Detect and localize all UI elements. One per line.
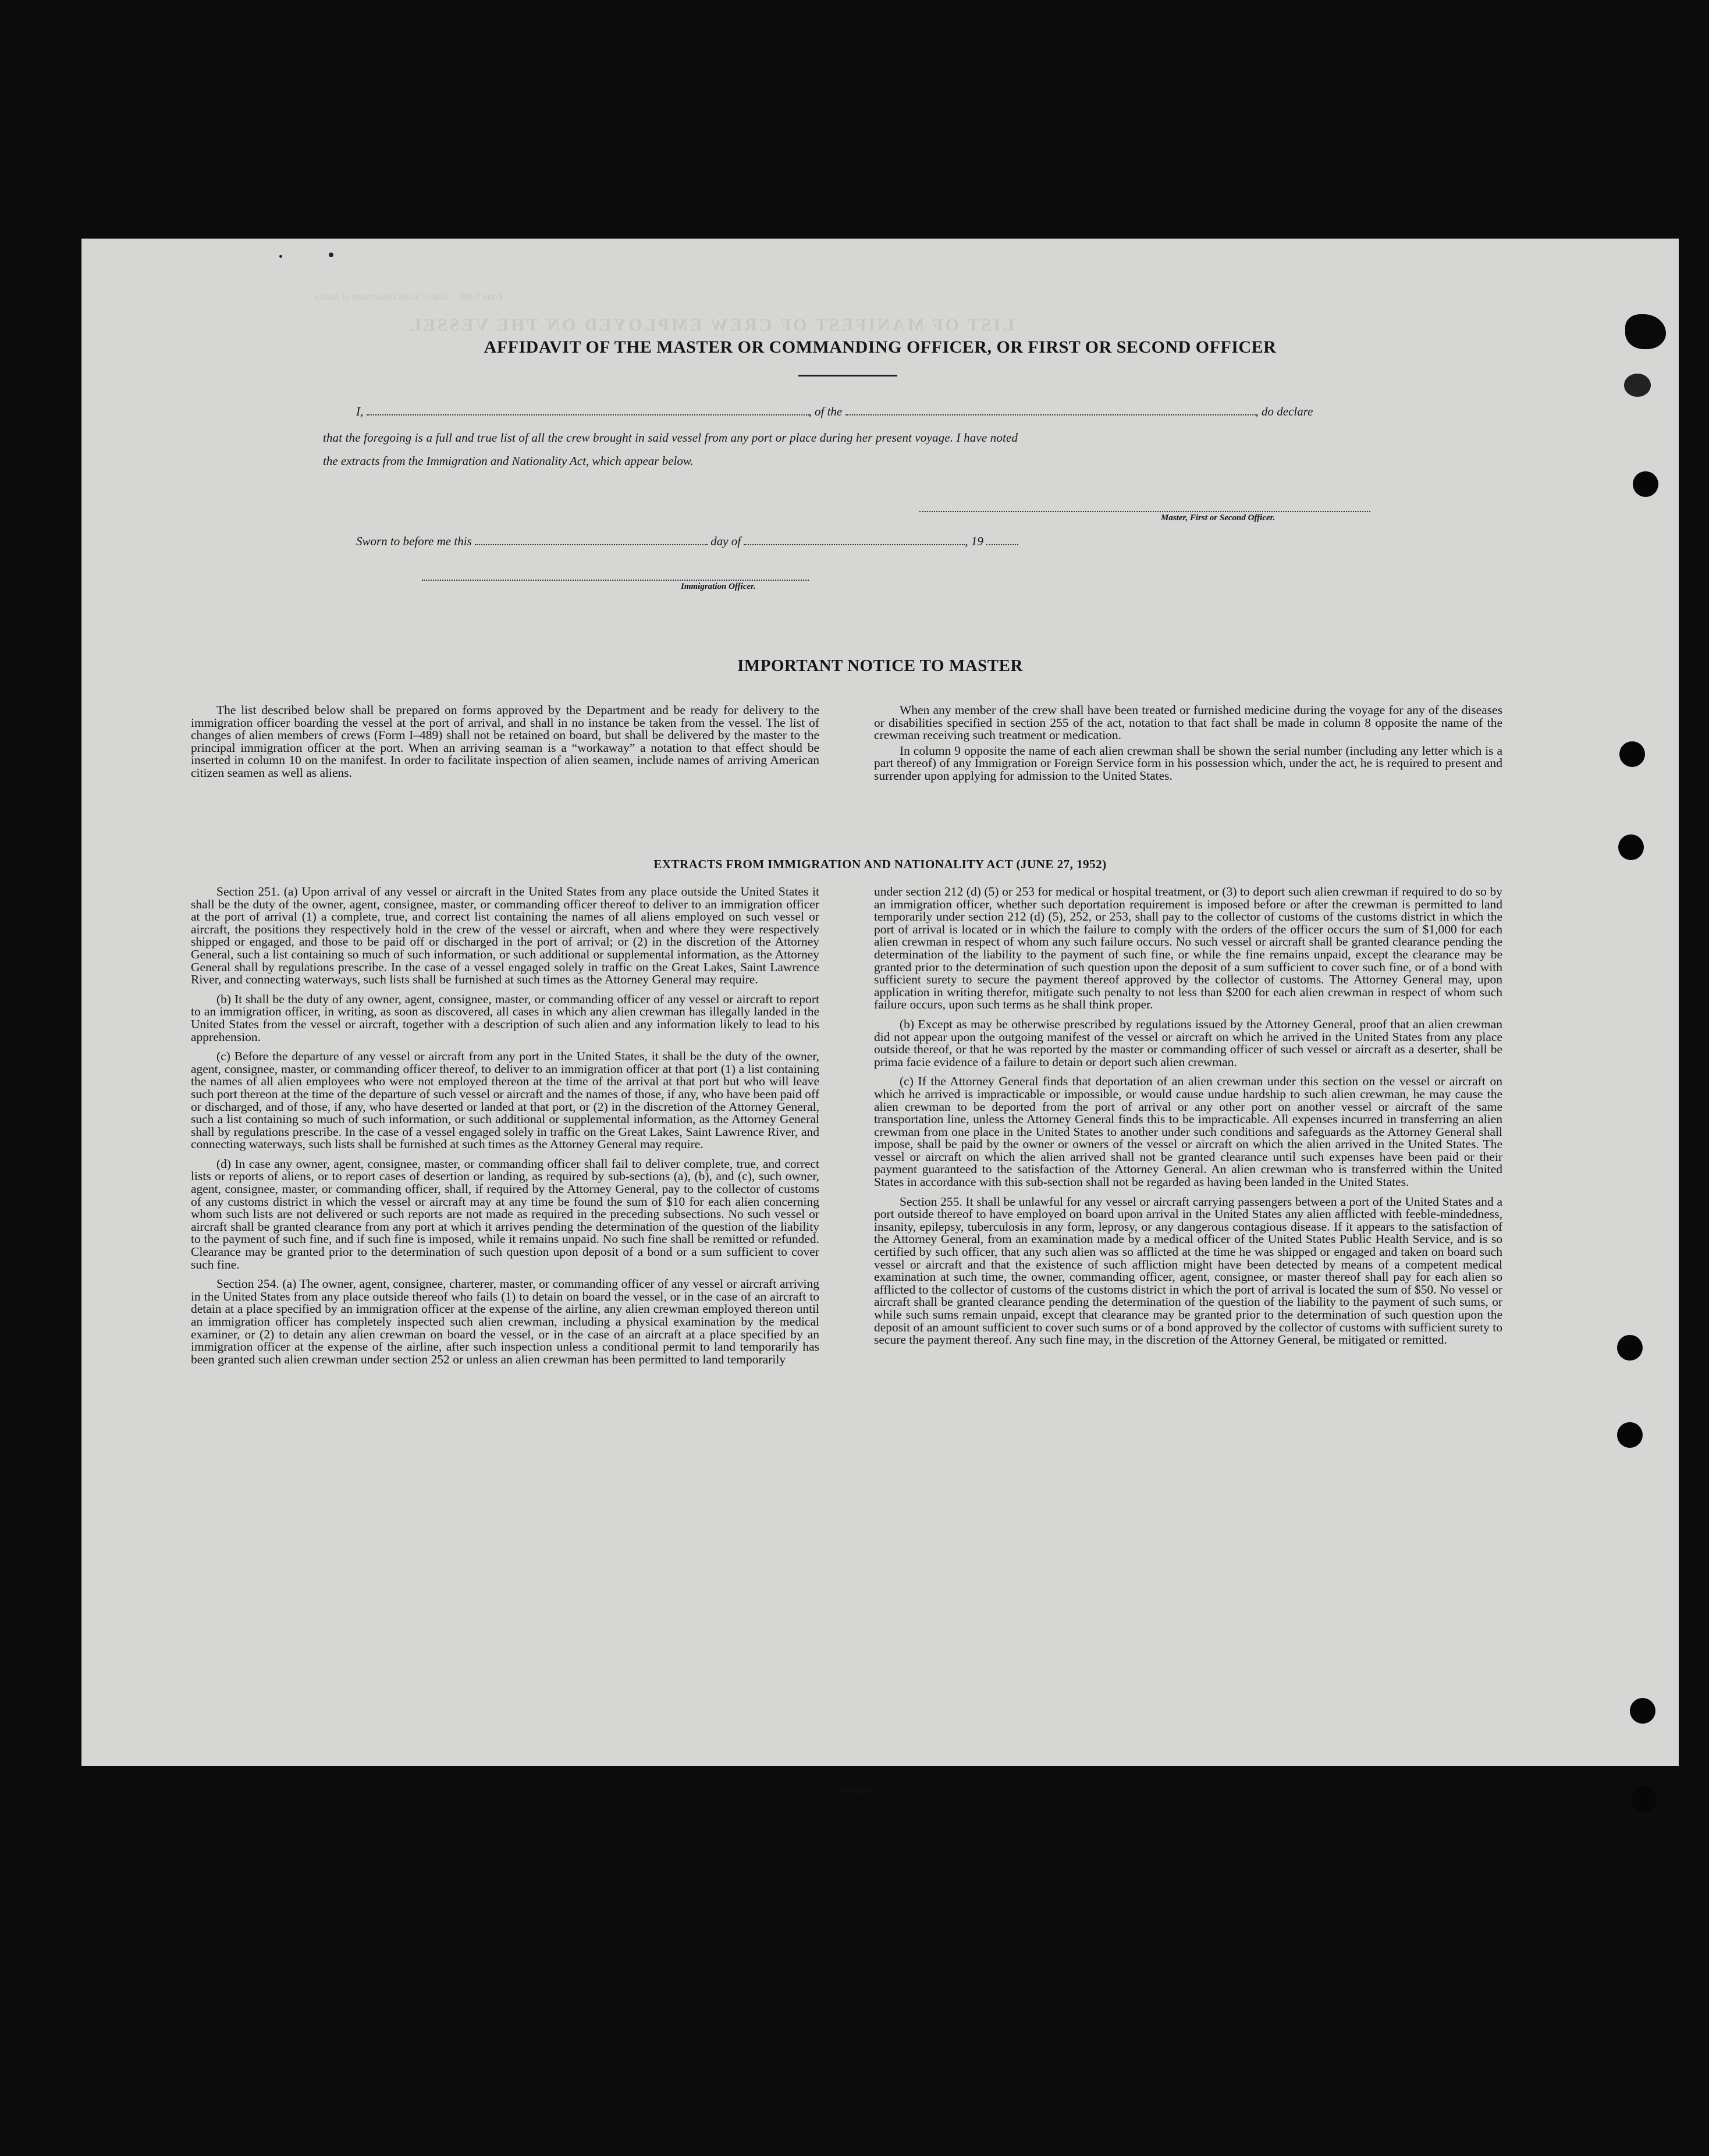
section-255: Section 255. It shall be unlawful for any vessel or aircraft carrying passengers between a port of the United States and a port outside thereof to have employed on board upon arrival in the United States any alien afflicted with feeble-mindedness, insanity, epilepsy, tuberculosis in any form, leprosy, or any dangerous contagious disease. If it appears to the satisfaction of the Attorney General, from an examination made by a medical officer of the United States Public Health Service, and is so certified by such officer, that any such alien was so afflicted at the time he was shipped or engaged and taken on board such vessel or aircraft and that the existence of such affliction might have been detected by means of a competent medical examination at such time, the owner, commanding officer, agent, consignee, or master thereof shall pay for each alien so afflicted to the collector of customs of the customs district in which the port of arrival is located the sum of $50. No vessel or aircraft shall be granted clearance pending the determination of the question of the liability to the payment of such sums, or while such sums remain unpaid, except that clearance may be granted prior to the determination of such question upon the deposit of an amount sufficient to cover such sums or of a bond approved by the collector of customs with sufficient surety to secure the payment thereof. Any such fine may, in the discretion of the Attorney General, be mitigated or remitted. <box>874 1194 1502 1347</box>
binder-hole <box>1630 1698 1655 1724</box>
section-251-a: Section 251. (a) Upon arrival of any vessel or aircraft in the United States from any place outside the United States it shall be the duty of the owner, agent, consignee, master, or commanding officer thereof to deliver to an immigration officer at the port of arrival (1) a complete, true, and correct list containing the names of all aliens employed on such vessel or aircraft, the positions they respectively hold in the crew of the vessel or aircraft, when and where they were respectively shipped or engaged, and those to be paid off or discharged in the port of arrival; or (2) in the discretion of the Attorney General, such a list containing so much of such information, or such additional or supplemental information, as the Attorney General shall by regulations prescribe. In the case of a vessel engaged solely in traffic on the Great Lakes, Saint Lawrence River, and connecting waterways, such lists shall be furnished at such times as the Attorney General may require. <box>191 885 819 987</box>
binder-hole <box>1617 1422 1643 1448</box>
affidavit-title: AFFIDAVIT OF THE MASTER OR COMMANDING OFFICER, OR FIRST OR SECOND OFFICER <box>484 338 1277 357</box>
section-254-a: Section 254. (a) The owner, agent, consignee, charterer, master, or commanding officer of any vessel or aircraft arriving in the United States from any place outside thereof who fails (1) to detain on board the vessel, or in the case of an aircraft to detain at a place specified by an immigration officer at the expense of the airline, any alien crewman employed thereon until an immigration officer has completely inspected such alien crewman, including a physical examination by the medical examiner, or (2) to detain any alien crewman on board the vessel, or in the case of an aircraft at a place specified by an immigration officer at the expense of the airline, after such inspection unless a conditional permit to land temporarily has been granted such alien crewman under section 252 or unless an alien crewman has been permitted to land temporarily <box>191 1277 819 1366</box>
section-254-c: (c) If the Attorney General finds that deportation of an alien crewman under this section on the vessel or aircraft on which he arrived is impracticable or impossible, or would cause undue hardship to such alien crewman, he may cause the alien crewman to be deported from the port of arrival or any other port on another vessel or aircraft of the same transportation line, unless the Attorney General finds this to be impracticable. All expenses incurred in transferring an alien crewman from one place in the United States to another under such conditions and safeguards as the Attorney General shall impose, shall be paid by the owner or owners of the vessel or aircraft on which the alien arrived in the United States. The vessel or aircraft on which the alien arrived shall not be granted clearance until such expenses have been paid or their payment guaranteed to the satisfaction of the Attorney General. An alien crewman who is transferred within the United States in accordance with this sub-section shall not be regarded as having been landed in the United States. <box>874 1074 1502 1189</box>
notice-left-paragraph: The list described below shall be prepared on forms approved by the Department and be ready for delivery to the immigration officer boarding the vessel at the port of arrival, and shall in no instance be taken from the vessel. The list of changes of alien members of crews (Form I–489) shall not be retained on board, but shall be delivered by the master to the principal immigration officer at the port. When an arriving seaman is a “workaway” a notation to that effect should be inserted in column 10 on the manifest. In order to facilitate inspection of alien seamen, include names of arriving American citizen seamen as well as aliens. <box>191 703 819 780</box>
immigration-officer-field[interactable] <box>422 570 809 581</box>
immigration-officer-label: Immigration Officer. <box>681 582 756 591</box>
name-field[interactable] <box>367 405 809 415</box>
print-code: 16—67829- <box>838 1786 872 1795</box>
binder-hole <box>1617 1335 1643 1361</box>
section-251-c: (c) Before the departure of any vessel or aircraft from any port in the United States, it shall be the duty of the owner, agent, consignee, master, or commanding officer thereof, to deliver to an immigration officer at that port (1) a list containing the names of all alien employees who were not employed thereon at the time of the arrival at that port but who will leave such port thereon at the time of the departure of such vessel or aircraft and the names of those, if any, who have been paid off or discharged, and of those, if any, who have deserted or landed at that port, or (2) in the discretion of the Attorney General, such a list containing so much of such information, or such additional or supplemental information, as the Attorney General shall by regulations prescribe. In the case of a vessel engaged solely in traffic on the Great Lakes, Saint Lawrence River, and connecting waterways, such lists shall be furnished at such times as the Attorney General may require. <box>191 1049 819 1152</box>
title-rule <box>798 375 897 376</box>
vessel-field[interactable] <box>845 405 1256 415</box>
declaration-text-2: the extracts from the Immigration and Nationality Act, which appear below. <box>323 454 694 468</box>
declare-i-label: I, <box>356 404 364 418</box>
sworn-day-field[interactable] <box>475 535 708 545</box>
paper-damage <box>1624 374 1651 397</box>
declare-of-the-label: , of the <box>808 404 843 418</box>
section-251-b: (b) It shall be the duty of any owner, agent, consignee, master, or commanding officer of any vessel or aircraft to report to an immigration officer, in writing, as soon as discovered, all cases in which any alien crewman has illegally landed in the United States from the vessel or aircraft, together with a description of such alien and any information likely to lead to his apprehension. <box>191 992 819 1044</box>
declare-do-declare-label: , do declare <box>1255 404 1313 418</box>
notice-right-paragraph-1: When any member of the crew shall have been treated or furnished medicine during the voyage for any of the diseases or disabilities specified in section 255 of the act, notation to that fact shall be made in column 8 opposite the name of the crewman receiving such treatment or medication. <box>874 703 1502 743</box>
ink-speck <box>329 253 333 257</box>
sworn-line <box>356 534 1018 549</box>
ink-speck <box>279 255 282 258</box>
binder-hole <box>1619 741 1645 767</box>
notice-right-column <box>874 704 1502 790</box>
notice-left-column <box>191 704 819 787</box>
sworn-month-field[interactable] <box>744 535 965 545</box>
declaration-fill-line <box>356 404 1313 419</box>
sworn-year-field[interactable] <box>986 535 1018 545</box>
day-of-label: day of <box>710 534 741 548</box>
extracts-left-column <box>191 886 819 1373</box>
binder-hole <box>1631 1786 1657 1812</box>
binder-hole <box>1618 834 1644 860</box>
notice-title: IMPORTANT NOTICE TO MASTER <box>737 656 1023 675</box>
sworn-label: Sworn to before me this <box>356 534 472 548</box>
bleed-through-text: Form I-489 ... United States Department of Justice <box>314 292 503 302</box>
document-page <box>81 239 1679 1795</box>
bleed-through-text: LIST OF MANIFEST OF CREW EMPLOYED ON THE VESSEL <box>407 315 1015 335</box>
year-label: , 19 <box>965 534 983 548</box>
notice-right-paragraph-2: In column 9 opposite the name of each alien crewman shall be shown the serial number (including any letter which is a part thereof) of any Immigration or Foreign Service form in his possession which, under the act, he is required to present and surrender upon applying for admission to the United States. <box>874 743 1502 783</box>
declaration-text-1: that the foregoing is a full and true list of all the crew brought in said vessel from any port or place during her present voyage. I have noted <box>323 431 1018 445</box>
section-254-a-cont: under section 212 (d) (5) or 253 for medical or hospital treatment, or (3) to deport such alien crewman if required to do so by an immigration officer, whether such deportation requirement is imposed before or after the crewman is permitted to land temporarily under section 212 (d) (5), 252, or 253, shall pay to the collector of customs of the customs district in which the port of arrival is located or in which the failure to comply with the orders of the officer occurs the sum of $1,000 for each alien crewman in respect of whom any such failure occurs. No such vessel or aircraft shall be granted clearance pending the determination of the liability to the payment of such fine, or while the fine remains unpaid, except the clearance may be granted prior to the determination of such question upon the deposit of a sum sufficient to cover such fine, or of a bond with sufficient surety to secure the payment thereof approved by the collector of customs. The Attorney General may, upon application in writing therefor, mitigate such penalty to not less than $200 for each alien crewman in respect of whom such failure occurs, upon such terms as he shall think proper. <box>874 885 1502 1012</box>
extracts-right-column <box>874 886 1502 1354</box>
extracts-title: EXTRACTS FROM IMMIGRATION AND NATIONALITY ACT (JUNE 27, 1952) <box>653 857 1107 871</box>
section-251-d: (d) In case any owner, agent, consignee, master, or commanding officer shall fail to deliver complete, true, and correct lists or reports of aliens, or to report cases of desertion or landing, as required by sub-sections (a), (b), and (c), such owner, agent, consignee, master, or commanding officer, shall, if required by the Attorney General, pay to the collector of customs of any customs district in which the vessel or aircraft may at any time be found the sum of $10 for each alien concerning whom such lists are not delivered or such reports are not made as required in the preceding subsections. No such vessel or aircraft shall be granted clearance from any port at which it arrives pending the determination of the question of the liability to the payment of such fine, and if such fine is imposed, while it remains unpaid. No such fine shall be remitted or refunded. Clearance may be granted prior to the determination of such question upon deposit of a bond or a sum sufficient to cover such fine. <box>191 1156 819 1271</box>
binder-hole <box>1633 471 1658 497</box>
section-254-b: (b) Except as may be otherwise prescribed by regulations issued by the Attorney General, proof that an alien crewman did not appear upon the outgoing manifest of the vessel or aircraft on which he arrived in the United States from any place outside thereof, or that he was reported by the master or commanding officer of such vessel or aircraft as a deserter, shall be prima facie evidence of a failure to detain or deport such alien crewman. <box>874 1017 1502 1069</box>
master-signature-label: Master, First or Second Officer. <box>1161 513 1275 523</box>
master-signature-field[interactable] <box>919 502 1370 512</box>
